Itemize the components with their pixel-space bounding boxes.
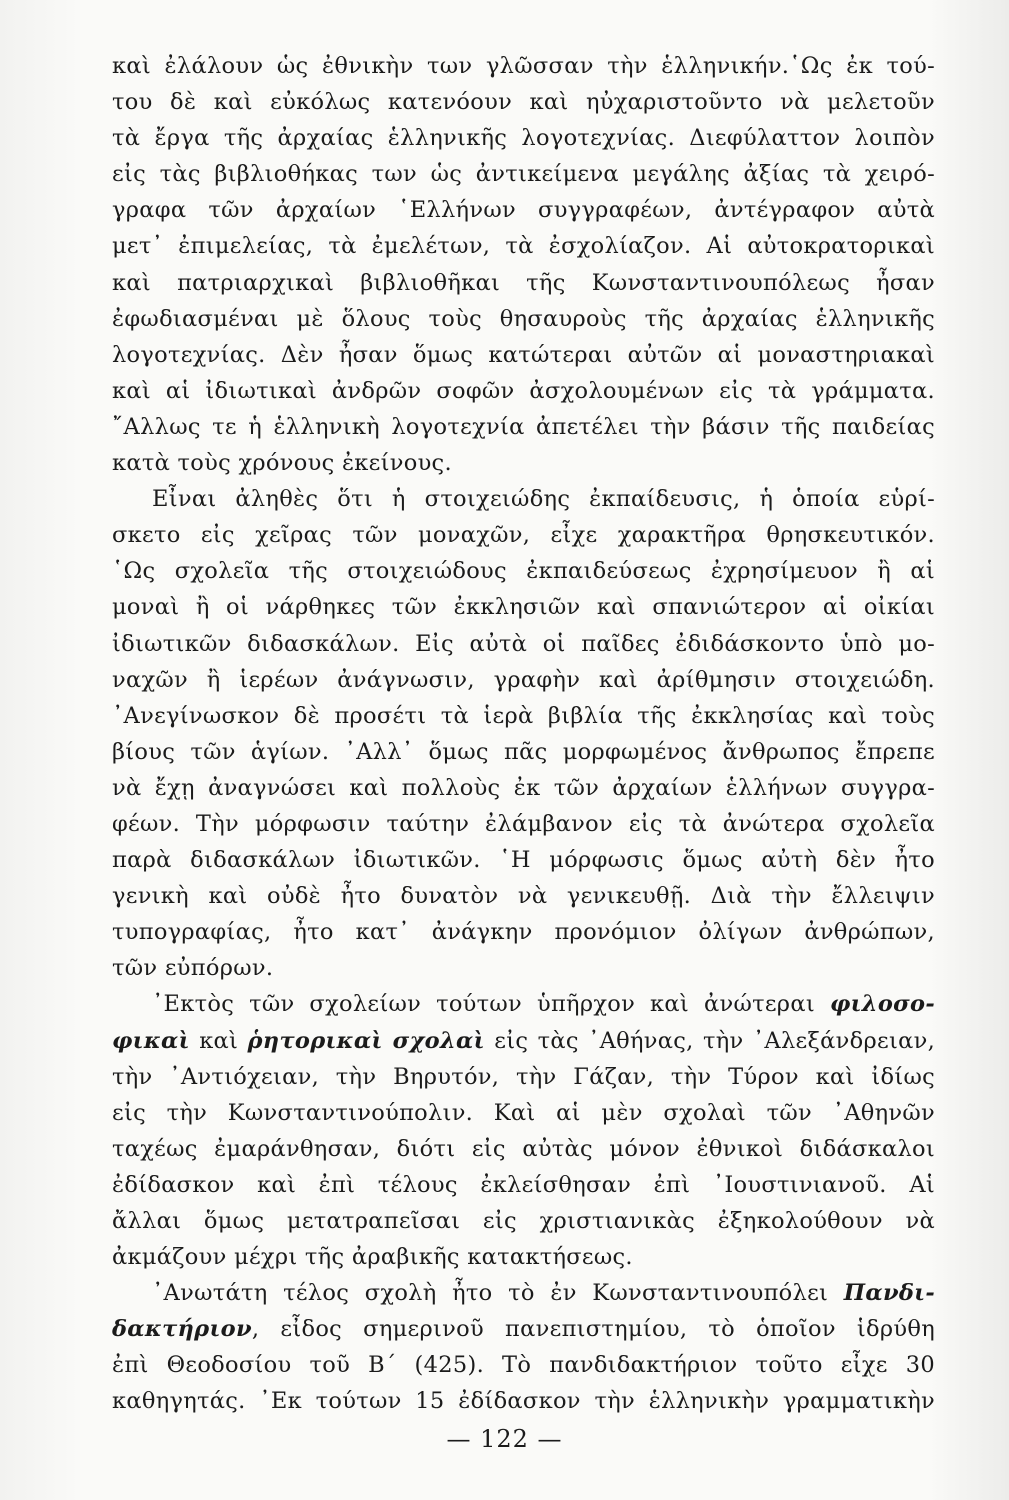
page-number: — 122 — [446, 1425, 563, 1453]
paragraph-2 [112, 481, 935, 986]
text-line: ναχῶν ἢ ἱερέων ἀνάγνωσιν, γραφὴν καὶ ἀρίθμησιν στοιχειώδη. [112, 666, 935, 693]
bold-term: φικαὶ [112, 1027, 190, 1054]
text-line: εἰς τὰς βιβλιοθήκας των ὡς ἀντικείμενα μεγάλης ἀξίας τὰ χειρό- [112, 161, 935, 188]
text-line [112, 1275, 935, 1311]
text-line: ἄλλαι ὅμως μετατραπεῖσαι εἰς χριστιανικὰς ἐξηκολούθουν νὰ [112, 1208, 935, 1234]
bold-term: Πανδι- [843, 1280, 935, 1307]
text-line: μοναὶ ἢ οἱ νάρθηκες τῶν ἐκκλησιῶν καὶ σπανιώτερον αἱ οἰκίαι [112, 594, 935, 621]
text-line: ἀκμάζουν μέχρι τῆς ἀραβικῆς κατακτήσεως. [112, 1244, 633, 1271]
text-line: τὰ ἔργα τῆς ἀρχαίας ἑλληνικῆς λογοτεχνίας. Διεφύλαττον λοιπὸν [112, 125, 935, 152]
text-line: καθηγητάς. ᾿Εκ τούτων 15 ἐδίδασκον τὴν ἑλληνικὴν γραμματικὴν [112, 1388, 935, 1415]
text-segment: καὶ [199, 1027, 239, 1054]
text-line: τυπογραφίας, ἦτο κατ᾽ ἀνάγκην προνόμιον ὀλίγων ἀνθρώπων, [112, 919, 935, 946]
text-line: τὴν ᾿Αντιόχειαν, τὴν Βηρυτόν, τὴν Γάζαν, τὴν Τύρον καὶ ἰδίως [112, 1063, 935, 1090]
text-line: νὰ ἔχῃ ἀναγνώσει καὶ πολλοὺς ἐκ τῶν ἀρχαίων ἑλλήνων συγγρα- [112, 774, 935, 801]
text-line: κατὰ τοὺς χρόνους ἐκείνους. [112, 450, 452, 477]
paragraph-4 [112, 1275, 935, 1419]
text-line: Εἶναι ἀληθὲς ὅτι ἡ στοιχειώδης ἐκπαίδευσις, ἡ ὁποία εὑρί- [152, 486, 935, 513]
text-line: τῶν εὐπόρων. [112, 955, 274, 982]
paragraph-1 [112, 48, 935, 481]
text-line: ταχέως ἐμαράνθησαν, διότι εἰς αὐτὰς μόνον ἐθνικοὶ διδάσκαλοι [112, 1135, 935, 1162]
text-line: ἐφωδιασμέναι μὲ ὅλους τοὺς θησαυροὺς τῆς ἀρχαίας ἑλληνικῆς [112, 305, 935, 332]
text-line [112, 1023, 935, 1059]
text-line: σκετο εἰς χεῖρας τῶν μοναχῶν, εἶχε χαρακτῆρα θρησκευτικόν. [112, 522, 935, 549]
text-line: φέων. Τὴν μόρφωσιν ταύτην ἐλάμβανον εἰς τὰ ἀνώτερα σχολεῖα [112, 810, 935, 837]
text-line [112, 1311, 935, 1347]
text-line: γενικὴ καὶ οὐδὲ ἦτο δυνατὸν νὰ γενικευθῇ. Διὰ τὴν ἔλλειψιν [112, 883, 935, 910]
bold-term: φιλοσο- [829, 991, 936, 1018]
text-line: ᾿Ανεγίνωσκον δὲ προσέτι τὰ ἱερὰ βιβλία τῆς ἐκκλησίας καὶ τοὺς [112, 702, 935, 729]
text-segment: , εἶδος σημερινοῦ πανεπιστημίου, τὸ ὁποῖον ἱδρύθη [251, 1316, 935, 1343]
text-line: ῾Ως σχολεῖα τῆς στοιχειώδους ἐκπαιδεύσεως ἐχρησίμευον ἢ αἱ [112, 558, 935, 585]
text-line: λογοτεχνίας. Δὲν ἦσαν ὅμως κατώτεραι αὐτῶν αἱ μοναστηριακαὶ [112, 341, 935, 368]
text-line: ἰδιωτικῶν διδασκάλων. Εἰς αὐτὰ οἱ παῖδες ἐδιδάσκοντο ὑπὸ μο- [112, 630, 935, 657]
text-line: καὶ αἱ ἰδιωτικαὶ ἀνδρῶν σοφῶν ἀσχολουμένων εἰς τὰ γράμματα. [112, 377, 935, 404]
text-line: ἐδίδασκον καὶ ἐπὶ τέλους ἐκλείσθησαν ἐπὶ ᾿Ιουστινιανοῦ. Αἱ [112, 1171, 935, 1198]
text-line: εἰς τὴν Κωνσταντινούπολιν. Καὶ αἱ μὲν σχολαὶ τῶν ᾿Αθηνῶν [112, 1099, 935, 1126]
text-line [112, 986, 935, 1022]
text-segment: εἰς τὰς ᾿Αθήνας, τὴν ᾿Αλεξάνδρειαν, [494, 1027, 936, 1054]
text-line: του δὲ καὶ εὐκόλως κατενόουν καὶ ηὐχαριστοῦντο νὰ μελετοῦν [112, 89, 935, 116]
paragraph-3 [112, 986, 935, 1275]
text-line: καὶ ἐλάλουν ὡς ἐθνικὴν των γλῶσσαν τὴν ἑλληνικήν.῾Ως ἐκ τού- [112, 53, 935, 79]
text-line: παρὰ διδασκάλων ἰδιωτικῶν. ῾Η μόρφωσις ὅμως αὐτὴ δὲν ἦτο [112, 847, 935, 874]
bold-term: δακτήριον [112, 1316, 252, 1343]
text-segment: ᾿Ανωτάτη τέλος σχολὴ ἦτο τὸ ἐν Κωνσταντινουπόλει [152, 1280, 829, 1307]
text-line: ἐπὶ Θεοδοσίου τοῦ Β΄ (425). Τὸ πανδιδακτήριον τοῦτο εἶχε 30 [112, 1352, 935, 1379]
text-line: καὶ πατριαρχικαὶ βιβλιοθῆκαι τῆς Κωνσταντινουπόλεως ἦσαν [112, 269, 935, 296]
text-segment: ᾿Εκτὸς τῶν σχολείων τούτων ὑπῆρχον καὶ ἀνώτεραι [152, 991, 815, 1018]
bold-term: ῥητορικαὶ σχολαὶ [247, 1027, 485, 1054]
text-line: βίους τῶν ἁγίων. ᾿Αλλ᾽ ὅμως πᾶς μορφωμένος ἄνθρωπος ἔπρεπε [112, 738, 935, 765]
text-line: γραφα τῶν ἀρχαίων ῾Ελλήνων συγγραφέων, ἀντέγραφον αὐτὰ [112, 197, 935, 224]
body-text [112, 48, 935, 1420]
text-line: μετ᾽ ἐπιμελείας, τὰ ἐμελέτων, τὰ ἐσχολίαζον. Αἱ αὐτοκρατορικαὶ [112, 233, 935, 260]
text-line: ῎Αλλως τε ἡ ἑλληνικὴ λογοτεχνία ἀπετέλει τὴν βάσιν τῆς παιδείας [112, 413, 935, 440]
